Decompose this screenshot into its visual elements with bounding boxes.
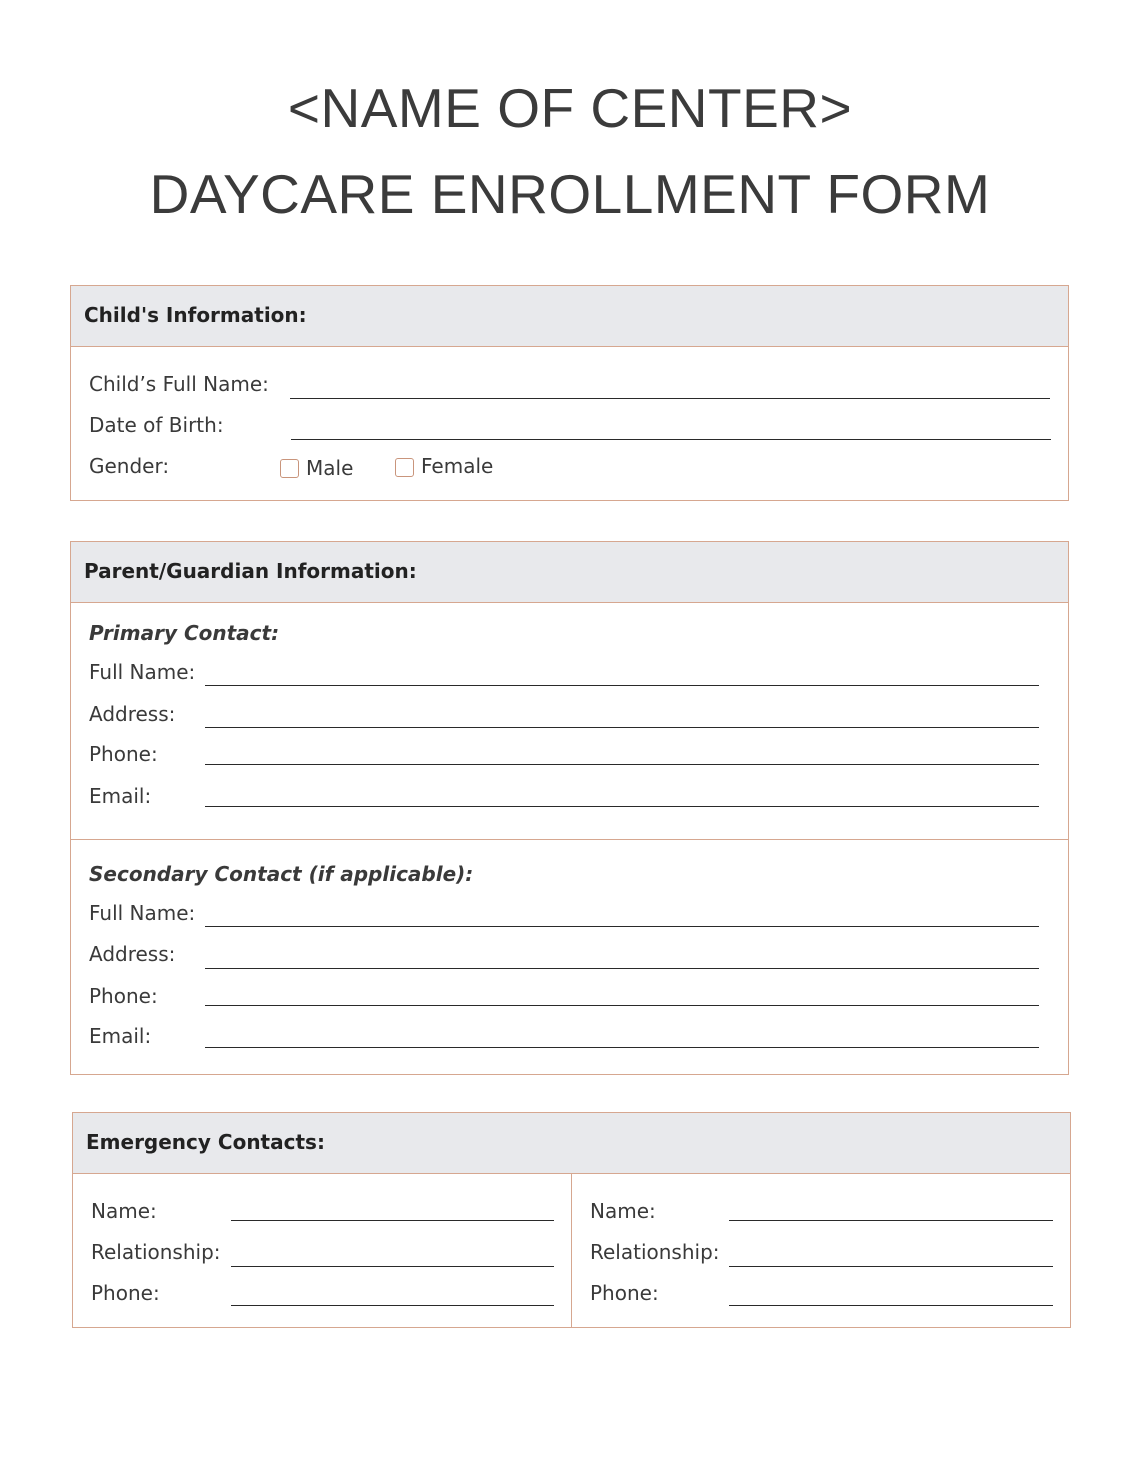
secondary-phone-field[interactable]: [205, 1005, 1039, 1006]
primary-email-label: Email:: [89, 784, 152, 808]
emergency-2-name-label: Name:: [590, 1199, 656, 1223]
form-title: DAYCARE ENROLLMENT FORM: [149, 163, 991, 225]
child-information-header: [71, 286, 1068, 347]
secondary-address-field[interactable]: [205, 968, 1039, 969]
emergency-1-phone-field[interactable]: [231, 1305, 554, 1306]
emergency-2-phone-field[interactable]: [729, 1305, 1053, 1306]
emergency-contacts-heading: Emergency Contacts:: [86, 1130, 325, 1154]
primary-phone-label: Phone:: [89, 742, 158, 766]
male-option-label: Male: [306, 456, 354, 480]
emergency-2-relationship-field[interactable]: [729, 1266, 1053, 1267]
emergency-2-phone-label: Phone:: [590, 1281, 659, 1305]
secondary-phone-label: Phone:: [89, 984, 158, 1008]
emergency-contacts-section: [72, 1112, 1071, 1328]
primary-address-field[interactable]: [205, 727, 1039, 728]
secondary-contact-heading: Secondary Contact (if applicable):: [89, 862, 474, 886]
primary-address-label: Address:: [89, 702, 176, 726]
emergency-2-relationship-label: Relationship:: [590, 1240, 720, 1264]
contact-divider: [71, 839, 1068, 840]
female-checkbox[interactable]: [395, 458, 414, 477]
emergency-1-name-field[interactable]: [231, 1220, 554, 1221]
emergency-1-name-label: Name:: [91, 1199, 157, 1223]
secondary-full-name-field[interactable]: [205, 926, 1039, 927]
date-of-birth-label: Date of Birth:: [89, 413, 224, 437]
primary-full-name-field[interactable]: [205, 685, 1039, 686]
child-information-heading: Child's Information:: [84, 303, 307, 327]
emergency-1-relationship-label: Relationship:: [91, 1240, 221, 1264]
emergency-1-relationship-field[interactable]: [231, 1266, 554, 1267]
primary-phone-field[interactable]: [205, 764, 1039, 765]
child-full-name-label: Child’s Full Name:: [89, 372, 269, 396]
secondary-full-name-label: Full Name:: [89, 901, 196, 925]
emergency-contacts-header: [73, 1113, 1070, 1174]
date-of-birth-field[interactable]: [291, 439, 1051, 440]
primary-email-field[interactable]: [205, 806, 1039, 807]
secondary-email-field[interactable]: [205, 1047, 1039, 1048]
female-option-label: Female: [421, 454, 494, 478]
secondary-address-label: Address:: [89, 942, 176, 966]
parent-guardian-heading: Parent/Guardian Information:: [84, 559, 417, 583]
child-full-name-field[interactable]: [290, 398, 1050, 399]
center-name-title: <NAME OF CENTER>: [287, 77, 853, 139]
primary-full-name-label: Full Name:: [89, 660, 196, 684]
parent-guardian-header: [71, 542, 1068, 603]
child-information-section: [70, 285, 1069, 501]
male-checkbox[interactable]: [280, 459, 299, 478]
gender-label: Gender:: [89, 454, 170, 478]
primary-contact-heading: Primary Contact:: [89, 621, 280, 645]
emergency-column-divider: [571, 1174, 572, 1327]
secondary-email-label: Email:: [89, 1024, 152, 1048]
emergency-2-name-field[interactable]: [729, 1220, 1053, 1221]
emergency-1-phone-label: Phone:: [91, 1281, 160, 1305]
parent-guardian-section: [70, 541, 1069, 1075]
